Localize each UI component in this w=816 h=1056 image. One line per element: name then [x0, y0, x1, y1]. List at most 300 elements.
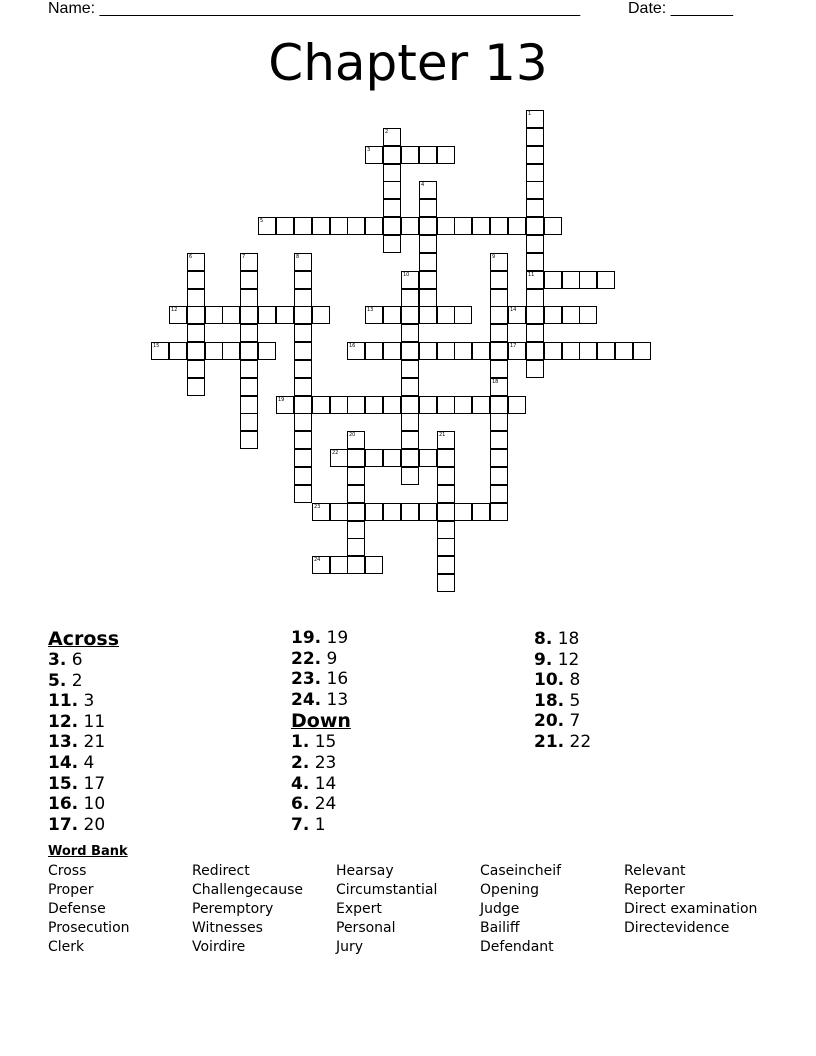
crossword-cell[interactable] — [597, 271, 615, 289]
crossword-cell[interactable] — [383, 396, 401, 414]
crossword-cell[interactable] — [472, 396, 490, 414]
crossword-cell[interactable] — [330, 217, 348, 235]
crossword-cell[interactable] — [187, 342, 205, 360]
crossword-cell[interactable] — [454, 396, 472, 414]
crossword-cell[interactable] — [347, 503, 365, 521]
crossword-cell[interactable] — [187, 253, 205, 271]
crossword-cell[interactable] — [526, 110, 544, 128]
crossword-cell[interactable] — [347, 556, 365, 574]
clue-number: 23 — [314, 504, 321, 510]
clue-number: 1 — [528, 111, 532, 117]
crossword-cell[interactable] — [526, 306, 544, 324]
clue-number: 11 — [528, 272, 535, 278]
crossword-cell[interactable] — [240, 413, 258, 431]
crossword-cell[interactable] — [437, 574, 455, 592]
crossword-cell[interactable] — [401, 306, 419, 324]
clue-text: 20 — [78, 814, 106, 835]
crossword-cell[interactable] — [472, 217, 490, 235]
word-bank-item: Hearsay — [336, 863, 394, 879]
crossword-cell[interactable] — [419, 181, 437, 199]
crossword-cell[interactable] — [437, 538, 455, 556]
crossword-cell[interactable] — [419, 342, 437, 360]
crossword-cell[interactable] — [490, 217, 508, 235]
crossword-cell[interactable] — [294, 431, 312, 449]
crossword-cell[interactable] — [330, 449, 348, 467]
crossword-cell[interactable] — [508, 342, 526, 360]
clue-item — [291, 649, 521, 670]
crossword-cell[interactable] — [347, 342, 365, 360]
crossword-cell[interactable] — [437, 467, 455, 485]
crossword-cell[interactable] — [205, 342, 223, 360]
clue-text: 13 — [321, 689, 349, 710]
crossword-cell[interactable] — [526, 271, 544, 289]
crossword-cell[interactable] — [490, 431, 508, 449]
crossword-cell[interactable] — [526, 235, 544, 253]
crossword-cell[interactable] — [437, 146, 455, 164]
crossword-cell[interactable] — [437, 449, 455, 467]
crossword-cell[interactable] — [240, 360, 258, 378]
clue-text: 11 — [78, 711, 106, 732]
clue-item — [291, 794, 521, 815]
clue-number-label: 5. — [48, 670, 67, 691]
clue-number-label: 6. — [291, 794, 310, 815]
crossword-cell[interactable] — [240, 378, 258, 396]
word-bank-item: Reporter — [624, 882, 685, 898]
crossword-cell[interactable] — [347, 467, 365, 485]
crossword-cell[interactable] — [401, 503, 419, 521]
clue-number: 16 — [349, 343, 356, 349]
clue-number-label: 23. — [291, 669, 322, 690]
crossword-cell[interactable] — [169, 342, 187, 360]
crossword-cell[interactable] — [437, 431, 455, 449]
crossword-cell[interactable] — [330, 503, 348, 521]
crossword-cell[interactable] — [294, 271, 312, 289]
crossword-cell[interactable] — [562, 306, 580, 324]
crossword-cell[interactable] — [240, 253, 258, 271]
clue-text: 5 — [564, 690, 581, 711]
crossword-cell[interactable] — [330, 556, 348, 574]
crossword-cell[interactable] — [401, 360, 419, 378]
clue-number-label: 1. — [291, 732, 310, 753]
crossword-cell[interactable] — [312, 396, 330, 414]
crossword-cell[interactable] — [526, 217, 544, 235]
crossword-cell[interactable] — [276, 306, 294, 324]
crossword-cell[interactable] — [187, 360, 205, 378]
crossword-cell[interactable] — [490, 503, 508, 521]
crossword-cell[interactable] — [294, 342, 312, 360]
crossword-cell[interactable] — [490, 253, 508, 271]
clue-number: 22 — [332, 450, 339, 456]
crossword-cell[interactable] — [401, 342, 419, 360]
crossword-cell[interactable] — [437, 503, 455, 521]
crossword-cell[interactable] — [490, 467, 508, 485]
crossword-cell[interactable] — [365, 396, 383, 414]
crossword-cell[interactable] — [222, 306, 240, 324]
crossword-cell[interactable] — [526, 199, 544, 217]
crossword-cell[interactable] — [383, 342, 401, 360]
clue-text: 1 — [309, 814, 326, 835]
crossword-cell[interactable] — [187, 306, 205, 324]
clue-number: 15 — [153, 343, 160, 349]
crossword-cell[interactable] — [419, 396, 437, 414]
clue-number-label: 11. — [48, 691, 79, 712]
clue-number-label: 22. — [291, 648, 322, 669]
clue-number: 2 — [385, 129, 389, 135]
crossword-cell[interactable] — [544, 271, 562, 289]
crossword-cell[interactable] — [240, 271, 258, 289]
clue-number-label: 3. — [48, 650, 67, 670]
clue-number-label: 4. — [291, 773, 310, 794]
crossword-cell[interactable] — [419, 271, 437, 289]
crossword-cell[interactable] — [365, 306, 383, 324]
crossword-cell[interactable] — [365, 342, 383, 360]
crossword-cell[interactable] — [383, 449, 401, 467]
crossword-cell[interactable] — [419, 306, 437, 324]
crossword-cell[interactable] — [312, 306, 330, 324]
clue-item — [48, 650, 278, 671]
crossword-cell[interactable] — [508, 217, 526, 235]
clue-number-label: 24. — [291, 689, 322, 710]
crossword-cell[interactable] — [258, 217, 276, 235]
crossword-cell[interactable] — [401, 289, 419, 307]
word-bank-item: Cross — [48, 863, 87, 879]
word-bank-item: Caseincheif — [480, 863, 562, 879]
clue-item — [48, 815, 278, 836]
crossword-cell[interactable] — [312, 503, 330, 521]
clue-item — [291, 628, 521, 649]
crossword-cell[interactable] — [508, 396, 526, 414]
clue-number: 7 — [242, 254, 246, 260]
crossword-cell[interactable] — [526, 253, 544, 271]
crossword-cell[interactable] — [151, 342, 169, 360]
crossword-cell[interactable] — [597, 342, 615, 360]
crossword-cell[interactable] — [633, 342, 651, 360]
crossword-cell[interactable] — [294, 467, 312, 485]
crossword-cell[interactable] — [169, 306, 187, 324]
clue-number: 10 — [403, 272, 410, 278]
clue-text: 17 — [78, 773, 106, 794]
crossword-cell[interactable] — [294, 396, 312, 414]
crossword-cell[interactable] — [419, 217, 437, 235]
crossword-cell[interactable] — [401, 324, 419, 342]
crossword-cell[interactable] — [454, 306, 472, 324]
crossword-cell[interactable] — [365, 217, 383, 235]
crossword-cell[interactable] — [347, 521, 365, 539]
across-clue-list-continued — [291, 628, 521, 710]
word-bank-column — [192, 862, 342, 957]
crossword-cell[interactable] — [347, 485, 365, 503]
clue-column-3 — [534, 629, 764, 753]
clue-item — [534, 629, 764, 650]
word-bank-item: Peremptory — [192, 901, 274, 917]
clue-item — [534, 732, 764, 753]
crossword-cell[interactable] — [294, 413, 312, 431]
down-heading: Down — [291, 710, 351, 733]
crossword-cell[interactable] — [205, 306, 223, 324]
crossword-cell[interactable] — [383, 235, 401, 253]
clue-number: 19 — [278, 397, 285, 403]
crossword-cell[interactable] — [276, 217, 294, 235]
crossword-cell[interactable] — [401, 413, 419, 431]
crossword-cell[interactable] — [187, 271, 205, 289]
crossword-cell[interactable] — [579, 271, 597, 289]
clue-item — [48, 794, 278, 815]
crossword-cell[interactable] — [490, 324, 508, 342]
crossword-cell[interactable] — [526, 146, 544, 164]
crossword-cell[interactable] — [419, 253, 437, 271]
crossword-cell[interactable] — [579, 342, 597, 360]
clue-item — [534, 691, 764, 712]
page-title: Chapter 13 — [268, 34, 548, 92]
crossword-cell[interactable] — [437, 306, 455, 324]
crossword-cell[interactable] — [472, 342, 490, 360]
crossword-cell[interactable] — [240, 324, 258, 342]
crossword-cell[interactable] — [437, 342, 455, 360]
crossword-cell[interactable] — [401, 146, 419, 164]
clue-text: 24 — [309, 794, 337, 815]
clue-number: 13 — [367, 307, 374, 313]
crossword-cell[interactable] — [294, 485, 312, 503]
word-bank-item: Voirdire — [192, 939, 246, 955]
clue-number-label: 21. — [534, 731, 565, 752]
crossword-cell[interactable] — [437, 485, 455, 503]
clue-text: 8 — [564, 670, 581, 691]
crossword-cell[interactable] — [615, 342, 633, 360]
clue-number-label: 15. — [48, 773, 79, 794]
word-bank-item: Directevidence — [624, 920, 730, 936]
clue-number-label: 10. — [534, 670, 565, 691]
crossword-cell[interactable] — [526, 289, 544, 307]
crossword-cell[interactable] — [294, 449, 312, 467]
crossword-cell[interactable] — [490, 396, 508, 414]
crossword-cell[interactable] — [526, 342, 544, 360]
crossword-cell[interactable] — [490, 306, 508, 324]
crossword-cell[interactable] — [312, 217, 330, 235]
crossword-cell[interactable] — [383, 217, 401, 235]
clue-text: 6 — [66, 650, 83, 670]
clue-number: 20 — [349, 432, 356, 438]
clue-item — [48, 753, 278, 774]
crossword-cell[interactable] — [401, 467, 419, 485]
crossword-cell[interactable] — [526, 181, 544, 199]
clue-item — [291, 753, 521, 774]
word-bank-item: Jury — [336, 939, 364, 955]
crossword-cell[interactable] — [383, 199, 401, 217]
crossword-cell[interactable] — [312, 556, 330, 574]
crossword-cell[interactable] — [490, 360, 508, 378]
crossword-cell[interactable] — [419, 146, 437, 164]
clue-number: 5 — [260, 218, 264, 224]
clue-number-label: 20. — [534, 711, 565, 732]
word-bank-item: Proper — [48, 882, 94, 898]
clue-item — [534, 711, 764, 732]
crossword-cell[interactable] — [490, 485, 508, 503]
crossword-cell[interactable] — [526, 128, 544, 146]
clue-item — [48, 691, 278, 712]
clue-number: 6 — [189, 254, 193, 260]
clue-item — [291, 774, 521, 795]
crossword-cell[interactable] — [401, 217, 419, 235]
clue-number-label: 12. — [48, 711, 79, 732]
clue-item — [534, 650, 764, 671]
word-bank-column — [336, 862, 486, 957]
crossword-cell[interactable] — [544, 217, 562, 235]
clue-text: 23 — [309, 752, 337, 773]
crossword-cell[interactable] — [544, 306, 562, 324]
clue-number-label: 14. — [48, 752, 79, 773]
crossword-cell[interactable] — [240, 431, 258, 449]
crossword-cell[interactable] — [347, 431, 365, 449]
word-bank-item: Redirect — [192, 863, 250, 879]
crossword-cell[interactable] — [187, 378, 205, 396]
clue-number: 12 — [171, 307, 178, 313]
crossword-cell[interactable] — [437, 521, 455, 539]
word-bank-item: Personal — [336, 920, 396, 936]
crossword-cell[interactable] — [383, 306, 401, 324]
crossword-cell[interactable] — [401, 378, 419, 396]
crossword-cell[interactable] — [437, 217, 455, 235]
crossword-cell[interactable] — [383, 181, 401, 199]
crossword-cell[interactable] — [544, 342, 562, 360]
crossword-cell[interactable] — [294, 306, 312, 324]
crossword-cell[interactable] — [419, 289, 437, 307]
clue-text: 19 — [321, 628, 349, 648]
clue-text: 21 — [78, 732, 106, 753]
crossword-cell[interactable] — [437, 396, 455, 414]
crossword-cell[interactable] — [240, 306, 258, 324]
word-bank-item: Bailiff — [480, 920, 520, 936]
crossword-cell[interactable] — [437, 556, 455, 574]
clue-text: 12 — [552, 649, 580, 670]
clue-text: 16 — [321, 669, 349, 690]
crossword-cell[interactable] — [294, 360, 312, 378]
clue-item — [48, 732, 278, 753]
crossword-cell[interactable] — [526, 164, 544, 182]
down-clue-list — [291, 732, 521, 835]
crossword-cell[interactable] — [347, 217, 365, 235]
crossword-cell[interactable] — [365, 146, 383, 164]
crossword-cell[interactable] — [383, 164, 401, 182]
clue-number-label: 7. — [291, 814, 310, 835]
crossword-cell[interactable] — [490, 449, 508, 467]
clue-column-2 — [291, 628, 521, 835]
clue-column-1 — [48, 628, 278, 835]
word-bank-item: Circumstantial — [336, 882, 438, 898]
crossword-cell[interactable] — [240, 342, 258, 360]
clue-item — [48, 712, 278, 733]
clue-text: 15 — [309, 732, 337, 753]
clue-text: 7 — [564, 711, 581, 732]
crossword-cell[interactable] — [347, 449, 365, 467]
clue-text: 9 — [321, 648, 338, 669]
clue-number: 3 — [367, 147, 371, 153]
crossword-cell[interactable] — [401, 396, 419, 414]
word-bank-item: Prosecution — [48, 920, 130, 936]
crossword-cell[interactable] — [383, 146, 401, 164]
clue-item — [291, 815, 521, 836]
crossword-cell[interactable] — [240, 289, 258, 307]
word-bank-item: Opening — [480, 882, 540, 898]
clue-number-label: 18. — [534, 690, 565, 711]
crossword-cell[interactable] — [454, 503, 472, 521]
word-bank-column — [624, 862, 774, 938]
clue-number: 17 — [510, 343, 517, 349]
crossword-cell[interactable] — [294, 378, 312, 396]
crossword-cell[interactable] — [383, 503, 401, 521]
word-bank-item: Defense — [48, 901, 106, 917]
crossword-cell[interactable] — [187, 324, 205, 342]
crossword-cell[interactable] — [258, 306, 276, 324]
crossword-cell[interactable] — [294, 253, 312, 271]
crossword-cell[interactable] — [490, 342, 508, 360]
crossword-cell[interactable] — [454, 217, 472, 235]
clue-text: 18 — [552, 629, 580, 649]
crossword-cell[interactable] — [365, 449, 383, 467]
word-bank-title: Word Bank — [48, 844, 128, 859]
word-bank-item: Defendant — [480, 939, 554, 955]
word-bank-item: Witnesses — [192, 920, 263, 936]
crossword-cell[interactable] — [562, 271, 580, 289]
clue-text: 10 — [78, 794, 106, 815]
crossword-cell[interactable] — [419, 503, 437, 521]
clue-text: 2 — [66, 670, 83, 691]
word-bank-item: Judge — [480, 901, 520, 917]
crossword-cell[interactable] — [222, 342, 240, 360]
crossword-cell[interactable] — [454, 342, 472, 360]
crossword-cell[interactable] — [347, 538, 365, 556]
crossword-cell[interactable] — [347, 396, 365, 414]
crossword-cell[interactable] — [258, 342, 276, 360]
crossword-cell[interactable] — [419, 199, 437, 217]
crossword-cell[interactable] — [294, 324, 312, 342]
crossword-cell[interactable] — [365, 556, 383, 574]
crossword-cell[interactable] — [419, 235, 437, 253]
crossword-cell[interactable] — [401, 431, 419, 449]
crossword-cell[interactable] — [401, 449, 419, 467]
crossword-cell[interactable] — [490, 413, 508, 431]
crossword-cell[interactable] — [490, 289, 508, 307]
crossword-cell[interactable] — [294, 289, 312, 307]
across-clue-list — [48, 650, 278, 835]
crossword-cell[interactable] — [330, 396, 348, 414]
crossword-cell[interactable] — [490, 271, 508, 289]
crossword-cell[interactable] — [419, 449, 437, 467]
crossword-cell[interactable] — [401, 271, 419, 289]
crossword-cell[interactable] — [508, 306, 526, 324]
clue-number-label: 2. — [291, 752, 310, 773]
crossword-cell[interactable] — [490, 378, 508, 396]
crossword-cell[interactable] — [276, 396, 294, 414]
crossword-cell[interactable] — [526, 324, 544, 342]
crossword-cell[interactable] — [294, 217, 312, 235]
clue-number: 18 — [492, 379, 499, 385]
clue-item — [291, 669, 521, 690]
clue-text: 3 — [78, 691, 95, 712]
clue-number: 14 — [510, 307, 517, 313]
crossword-cell[interactable] — [562, 342, 580, 360]
crossword-cell[interactable] — [187, 289, 205, 307]
clue-text: 22 — [564, 731, 592, 752]
crossword-cell[interactable] — [579, 306, 597, 324]
crossword-cell[interactable] — [383, 128, 401, 146]
crossword-cell[interactable] — [526, 360, 544, 378]
clue-number-label: 19. — [291, 628, 322, 648]
crossword-cell[interactable] — [365, 503, 383, 521]
crossword-cell[interactable] — [240, 396, 258, 414]
clue-number: 9 — [492, 254, 496, 260]
clue-number: 8 — [296, 254, 300, 260]
crossword-cell[interactable] — [472, 503, 490, 521]
